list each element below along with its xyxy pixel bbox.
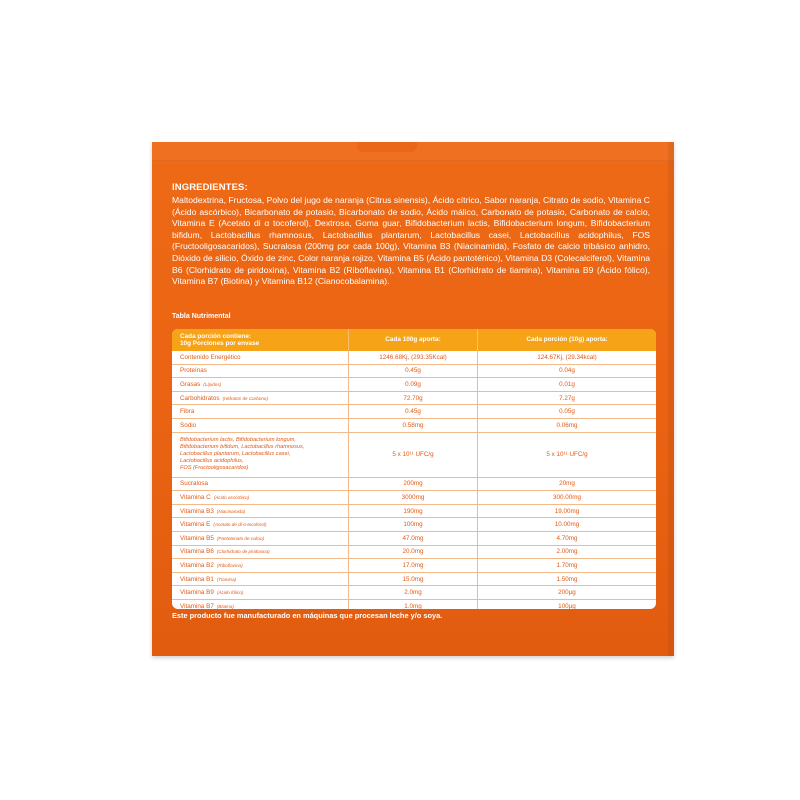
table-row <box>172 478 656 492</box>
box-tab-notch <box>357 142 417 152</box>
nutrient-name-cell <box>172 351 349 364</box>
table-row <box>172 365 656 379</box>
value-per-100g: 0.58mg <box>349 419 478 432</box>
table-row <box>172 518 656 532</box>
header-portion-info <box>172 329 349 351</box>
nutrient-name-cell <box>172 559 349 572</box>
value-per-100g: 5 x 10¹¹ UFC/g <box>349 433 478 477</box>
value-per-portion: 1.70mg <box>556 561 578 569</box>
nutrient-note: (Ácido fólico) <box>216 590 244 596</box>
nutrient-note: (Clorhidrato de piridoxina) <box>216 549 270 555</box>
nutrition-table-header <box>172 329 656 351</box>
value-per-portion: 1.50mg <box>556 575 578 583</box>
value-per-100g: 47.0mg <box>349 532 478 545</box>
ingredients-text: Maltodextrina, Fructosa, Polvo del jugo de naranja (Citrus sinensis), Ácido cítrico, Sabor naranja, Citrato de sodio, Vitamina C (Ácido ascórbico), Bicarbonato de potasio, Bicarbonato de sodio, Ácido málico, Carbonato de potasio, Carbonato de calcio, Vitamina E (Acetato di α tocoferol), Dextrosa, Goma guar, Bifidobacterium lactis, Bifidobacterium longum, Bifidobacterium bifidum, Lactobacillus rhamnosus, Lactobacillus plantarum, Lactobacillus casei, Lactobacillus acidophilus, FOS (Fructooligosacaridos), Sucralosa (200mg por cada 100g), Vitamina B3 (Niacinamida), Fosfato de calcio tribásico anhidro, Dióxido de silicio, Óxido de zinc, Color naranja rojizo, Vitamina B5 (Ácido pantoténico), Vitamina D3 (Colecalciferol), Vitamina B6 (Clorhidrato de piridoxina), Vitamina B2 (Riboflavina), Vitamina B1 (Clorhidrato de tiamina), Vitamina B9 (Ácido fólico), Vitamina B7 (Biotina) y Vitamina B12 (Cianocobalamina). <box>172 195 650 287</box>
probiotic-line: Bifidobacterium bifidum, Lactobacillus rhamnosus, <box>180 444 305 451</box>
value-per-100g: 72.70g <box>349 392 478 405</box>
nutrient-name-cell <box>172 405 349 418</box>
nutrient-name-cell <box>172 365 349 378</box>
header-portion-line2: 10g Porciones por envase <box>180 340 260 348</box>
nutrient-name-cell <box>172 573 349 586</box>
value-per-100g: 1246.68Kj, (293.35Kcal) <box>349 351 478 364</box>
value-per-portion: 200µg <box>558 589 576 597</box>
table-row <box>172 405 656 419</box>
nutrient-note: (Riboflavina) <box>216 562 243 568</box>
nutrient-name-cell <box>172 505 349 518</box>
value-per-100g: 0.45g <box>349 405 478 418</box>
table-row <box>172 532 656 546</box>
value-per-100g: 2.0mg <box>349 586 478 599</box>
nutrient-note: (Pantotenato de calcio) <box>216 535 265 541</box>
table-row <box>172 433 656 478</box>
product-box-back <box>152 142 674 656</box>
probiotic-line: Lactobacillus plantarum, Lactobacillus casei, <box>180 451 291 458</box>
probiotic-line: Lactobacillus acidophilus, <box>180 458 244 465</box>
nutrient-name: Vitamina B6 <box>180 548 214 556</box>
nutrient-name: Vitamina B3 <box>180 507 214 515</box>
value-per-portion: 300.00mg <box>552 493 581 501</box>
nutrient-name-cell <box>172 518 349 531</box>
value-per-100g: 20.0mg <box>349 546 478 559</box>
nutrition-table-body <box>172 351 656 609</box>
value-per-portion: 7.27g <box>559 394 575 402</box>
value-per-100g: 0.09g <box>349 378 478 391</box>
value-per-100g: 190mg <box>349 505 478 518</box>
table-row <box>172 600 656 609</box>
box-side-shadow <box>668 142 674 656</box>
value-per-100g: 17.0mg <box>349 559 478 572</box>
nutrient-name: Vitamina B5 <box>180 534 214 542</box>
nutrient-name-cell <box>172 392 349 405</box>
value-per-portion: 2.00mg <box>556 548 578 556</box>
value-per-100g: 100mg <box>349 518 478 531</box>
nutrient-name-cell <box>172 433 349 477</box>
value-per-portion: 100µg <box>558 602 576 609</box>
value-per-100g: 1.0mg <box>349 600 478 609</box>
nutrient-name-cell <box>172 478 349 491</box>
header-per-100g: Cada 100g aporta: <box>349 329 478 351</box>
table-row <box>172 419 656 433</box>
nutrient-note: (Lípidos) <box>203 381 222 387</box>
value-per-portion: 5 x 10¹¹ UFC/g <box>546 451 588 459</box>
table-row <box>172 351 656 365</box>
probiotic-line: FOS (Fructooligosacaridos) <box>180 465 249 472</box>
table-row <box>172 491 656 505</box>
nutrition-table-title: Tabla Nutrimental <box>172 313 231 320</box>
value-per-100g: 3000mg <box>349 491 478 504</box>
nutrient-note: (Biotina) <box>216 603 234 609</box>
nutrient-name: Vitamina C <box>180 493 211 501</box>
table-row <box>172 586 656 600</box>
nutrient-name-cell <box>172 586 349 599</box>
nutrient-note: (Niacinamida) <box>216 508 246 514</box>
table-row <box>172 546 656 560</box>
nutrition-table <box>172 329 656 609</box>
value-per-portion: 0.05g <box>559 408 575 416</box>
nutrient-name: Sucralosa <box>180 480 209 488</box>
nutrient-note: (Acetato de dl-α-tocoferol) <box>213 522 267 528</box>
nutrient-name-cell <box>172 532 349 545</box>
nutrient-name: Carbohidratos <box>180 394 220 402</box>
value-per-portion: 0.04g <box>559 367 575 375</box>
ingredients-title: INGREDIENTES: <box>172 182 248 193</box>
nutrient-name: Contenido Energético <box>180 353 241 361</box>
value-per-100g: 0.45g <box>349 365 478 378</box>
table-row <box>172 392 656 406</box>
nutrient-name-cell <box>172 546 349 559</box>
value-per-100g: 200mg <box>349 478 478 491</box>
table-row <box>172 573 656 587</box>
header-per-portion: Cada porción (10g) aporta: <box>526 336 608 343</box>
nutrient-note: (Ácido ascórbico) <box>213 494 250 500</box>
value-per-portion: 4.70mg <box>556 534 578 542</box>
nutrient-name-cell <box>172 419 349 432</box>
nutrient-name-cell <box>172 491 349 504</box>
nutrient-note: (Hidratos de Carbono) <box>222 395 269 401</box>
value-per-portion: 0.06mg <box>556 421 578 429</box>
table-row <box>172 559 656 573</box>
nutrient-name: Vitamina E <box>180 521 211 529</box>
nutrient-name-cell <box>172 378 349 391</box>
table-row <box>172 505 656 519</box>
value-per-portion: 10.00mg <box>554 521 580 529</box>
value-per-portion: 20mg <box>559 480 575 488</box>
header-portion-line1: Cada porción contiene: <box>180 333 252 340</box>
nutrient-name: Vitamina B9 <box>180 589 214 597</box>
nutrient-name: Fibra <box>180 408 195 416</box>
value-per-portion: 124.67Kj, (29.34kcal) <box>537 353 597 361</box>
nutrient-name: Vitamina B7 <box>180 602 214 609</box>
probiotic-line: Bifidobacterium lactis, Bifidobacterium longum, <box>180 437 296 444</box>
nutrient-name: Grasas <box>180 380 201 388</box>
value-per-portion: 0.01g <box>559 380 575 388</box>
value-per-100g: 15.0mg <box>349 573 478 586</box>
nutrient-name: Proteínas <box>180 367 207 375</box>
nutrient-note: (Tiamina) <box>216 576 237 582</box>
nutrient-name-cell <box>172 600 349 609</box>
nutrient-name: Vitamina B2 <box>180 561 214 569</box>
allergen-note: Este producto fue manufacturado en máquinas que procesan leche y/o soya. <box>172 611 443 620</box>
nutrient-name: Vitamina B1 <box>180 575 214 583</box>
nutrient-name: Sodio <box>180 421 197 429</box>
table-row <box>172 378 656 392</box>
value-per-portion: 19.00mg <box>554 507 580 515</box>
